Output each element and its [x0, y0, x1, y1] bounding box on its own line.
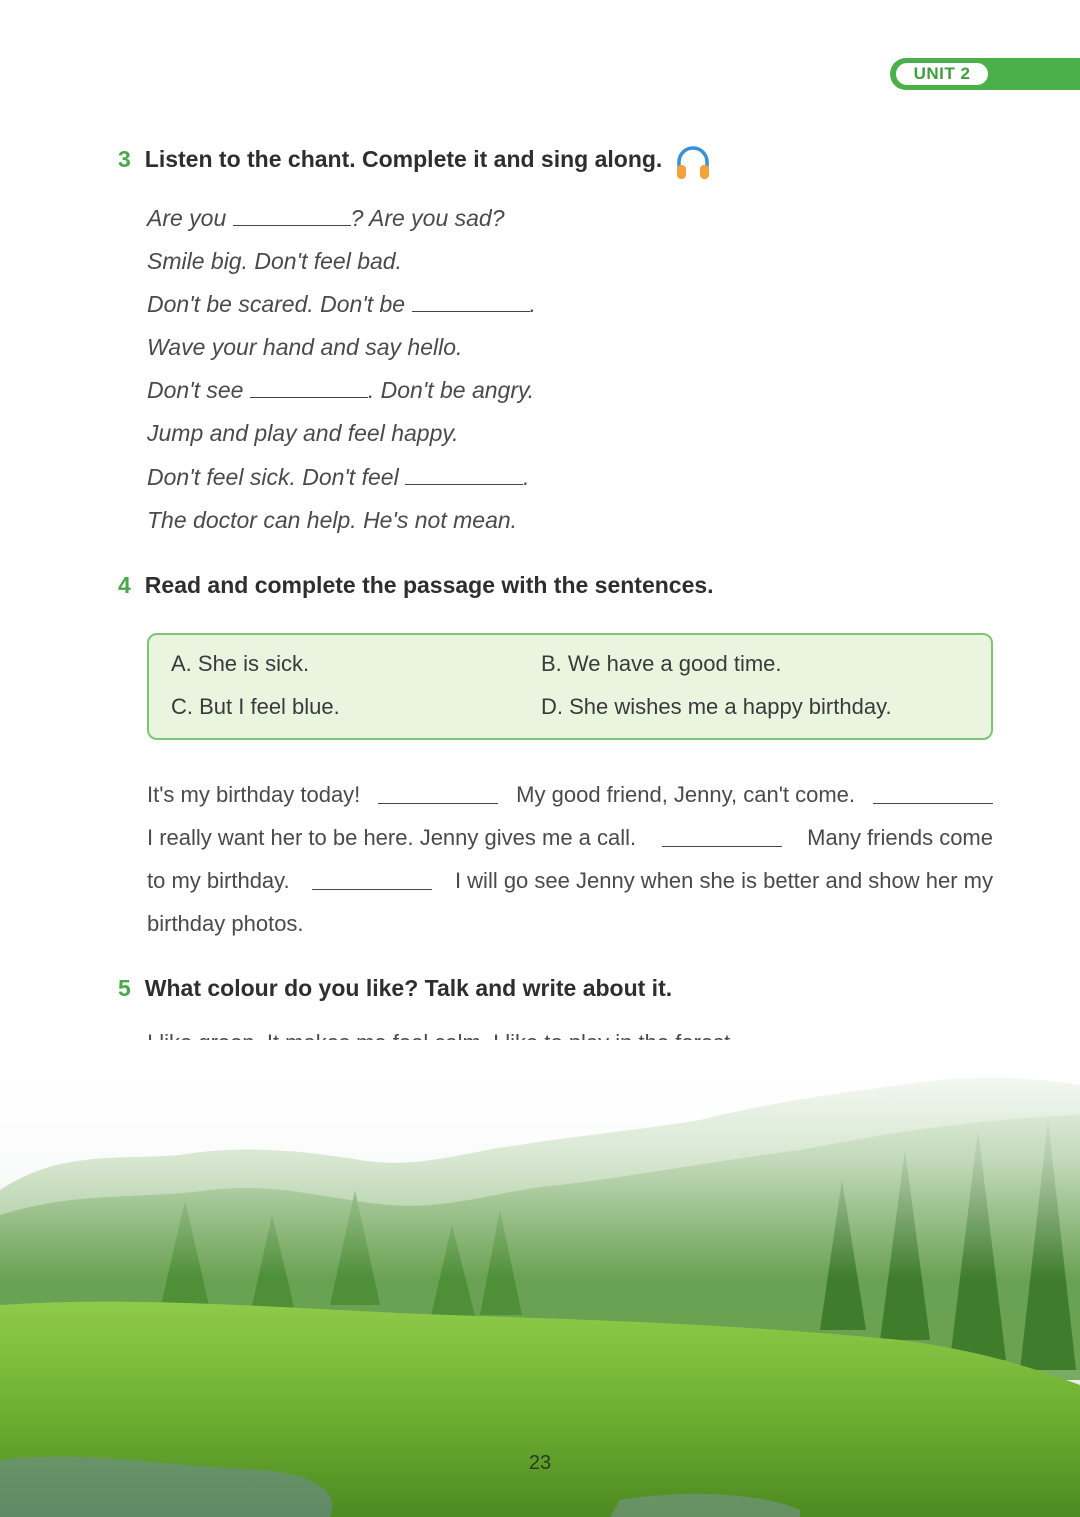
answer-blank[interactable] — [412, 310, 530, 312]
passage-text: birthday photos. — [147, 911, 304, 936]
chant-line-1 — [147, 205, 505, 232]
passage-text: My good friend, Jenny, can't come. — [516, 782, 856, 807]
headphones-icon[interactable] — [674, 144, 712, 182]
section-4-title: Read and complete the passage with the sentences. — [144, 572, 714, 598]
section-4-heading — [118, 572, 714, 599]
chant-line-5 — [147, 377, 534, 404]
chant-text: Don't see — [147, 377, 250, 403]
unit-label: UNIT 2 — [894, 61, 990, 87]
answer-blank[interactable] — [405, 483, 523, 485]
section-4-number: 4 — [118, 572, 131, 598]
section-5-title: What colour do you like? Talk and write about it. — [144, 975, 673, 1001]
chant-line-4: Wave your hand and say hello. — [147, 334, 463, 360]
answer-blank[interactable] — [250, 396, 368, 398]
section-3-heading — [118, 146, 662, 173]
passage-text: It's my birthday today! — [147, 782, 361, 807]
chant-line-2: Smile big. Don't feel bad. — [147, 248, 402, 274]
passage-line-2 — [147, 825, 993, 851]
passage-text: to my birthday. — [147, 868, 290, 893]
passage-text: I really want her to be here. Jenny gives me a call. — [147, 825, 637, 850]
chant-text: Don't be scared. Don't be — [147, 291, 412, 317]
option-d: D. She wishes me a happy birthday. — [541, 694, 892, 719]
passage-line-4 — [147, 911, 993, 937]
forest-illustration — [0, 1040, 1080, 1517]
option-b: B. We have a good time. — [541, 651, 782, 676]
chant-text: . — [523, 464, 530, 490]
answer-blank[interactable] — [312, 888, 432, 890]
sentence-options-box — [147, 633, 993, 740]
section-5-number: 5 — [118, 975, 131, 1001]
option-c: C. But I feel blue. — [171, 694, 340, 719]
section-3-title: Listen to the chant. Complete it and sing along. — [144, 146, 663, 172]
chant-text: Don't feel sick. Don't feel — [147, 464, 406, 490]
passage-line-3 — [147, 868, 993, 894]
section-5-heading — [118, 975, 672, 1002]
chant-text: . Don't be angry. — [367, 377, 535, 403]
page-number: 23 — [528, 1452, 552, 1474]
passage-text: Many friends come — [807, 825, 993, 850]
chant-text: Are you — [147, 205, 233, 231]
chant-line-7 — [147, 464, 529, 491]
option-a: A. She is sick. — [171, 651, 310, 676]
chant-text: ? Are you sad? — [350, 205, 505, 231]
chant-line-8: The doctor can help. He's not mean. — [147, 507, 518, 533]
answer-blank[interactable] — [233, 224, 351, 226]
section-3-number: 3 — [118, 146, 131, 172]
chant-line-3 — [147, 291, 536, 318]
passage-text: I will go see Jenny when she is better and show her my — [454, 868, 993, 893]
answer-blank[interactable] — [873, 802, 993, 804]
passage-line-1 — [147, 782, 993, 808]
chant-text: . — [529, 291, 536, 317]
answer-blank[interactable] — [378, 802, 498, 804]
chant-line-6: Jump and play and feel happy. — [147, 420, 459, 446]
answer-blank[interactable] — [662, 845, 782, 847]
